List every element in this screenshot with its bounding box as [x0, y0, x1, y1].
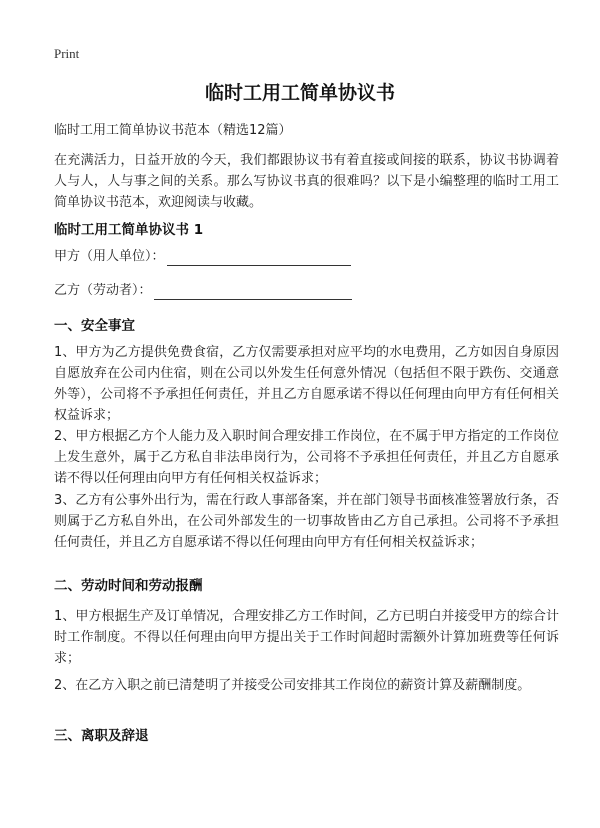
section-heading-safety: 一、安全事宜	[54, 318, 135, 334]
safety-paragraph-2: 2、甲方根据乙方个人能力及入职时间合理安排工作岗位，在不属于甲方指定的工作岗位上发生意外，属于乙方私自非法串岗行为，公司将不予承担任何责任，并且乙方自愿承诺不得以任何理由向甲方有任何相关权益诉求；	[54, 429, 559, 486]
party-a-blank-line	[167, 250, 351, 266]
party-a-label: 甲方（用人单位）：	[54, 249, 165, 264]
page-title: 临时工用工简单协议书	[204, 82, 395, 104]
party-b-field	[54, 282, 559, 300]
section-heading-resignation: 三、离职及辞退	[54, 728, 149, 744]
work-hours-paragraph-1: 1、甲方根据生产及订单情况，合理安排乙方工作时间，乙方已明白并接受甲方的综合计时工作制度。不得以任何理由向甲方提出关于工作时间超时需额外计算加班费等任何诉求；	[54, 609, 559, 666]
section-heading-work-hours-pay: 二、劳动时间和劳动报酬	[54, 578, 203, 594]
document-subtitle: 临时工用工简单协议书范本（精选12篇）	[54, 123, 292, 138]
safety-paragraph-1: 1、甲方为乙方提供免费食宿，乙方仅需要承担对应平均的水电费用，乙方如因自身原因自愿放弃在公司内住宿，则在公司以外发生任何意外情况（包括但不限于跌伤、交通意外等），公司将不予承担任何责任，并且乙方自愿承诺不得以任何理由向甲方有任何相关权益诉求；	[54, 345, 559, 423]
party-b-label: 乙方（劳动者）：	[54, 283, 152, 298]
work-hours-paragraph-2: 2、在乙方入职之前已清楚明了并接受公司安排其工作岗位的薪资计算及薪酬制度。	[54, 678, 531, 693]
party-b-blank-line	[154, 284, 352, 300]
intro-paragraph: 在充满活力，日益开放的今天，我们都跟协议书有着直接或间接的联系，协议书协调着人与人，人与事之间的关系。那么写协议书真的很难吗？以下是小编整理的临时工用工简单协议书范本，欢迎阅读与收藏。	[54, 153, 559, 210]
document-heading: 临时工用工简单协议书 1	[54, 222, 204, 238]
print-link[interactable]: Print	[54, 46, 80, 61]
safety-paragraph-3: 3、乙方有公事外出行为，需在行政人事部备案，并在部门领导书面核准签署放行条，否则属于乙方私自外出，在公司外部发生的一切事故皆由乙方自己承担。公司将不予承担任何责任，并且乙方自愿承诺不得以任何理由向甲方有任何相关权益诉求；	[54, 493, 559, 550]
party-a-field	[54, 248, 559, 266]
